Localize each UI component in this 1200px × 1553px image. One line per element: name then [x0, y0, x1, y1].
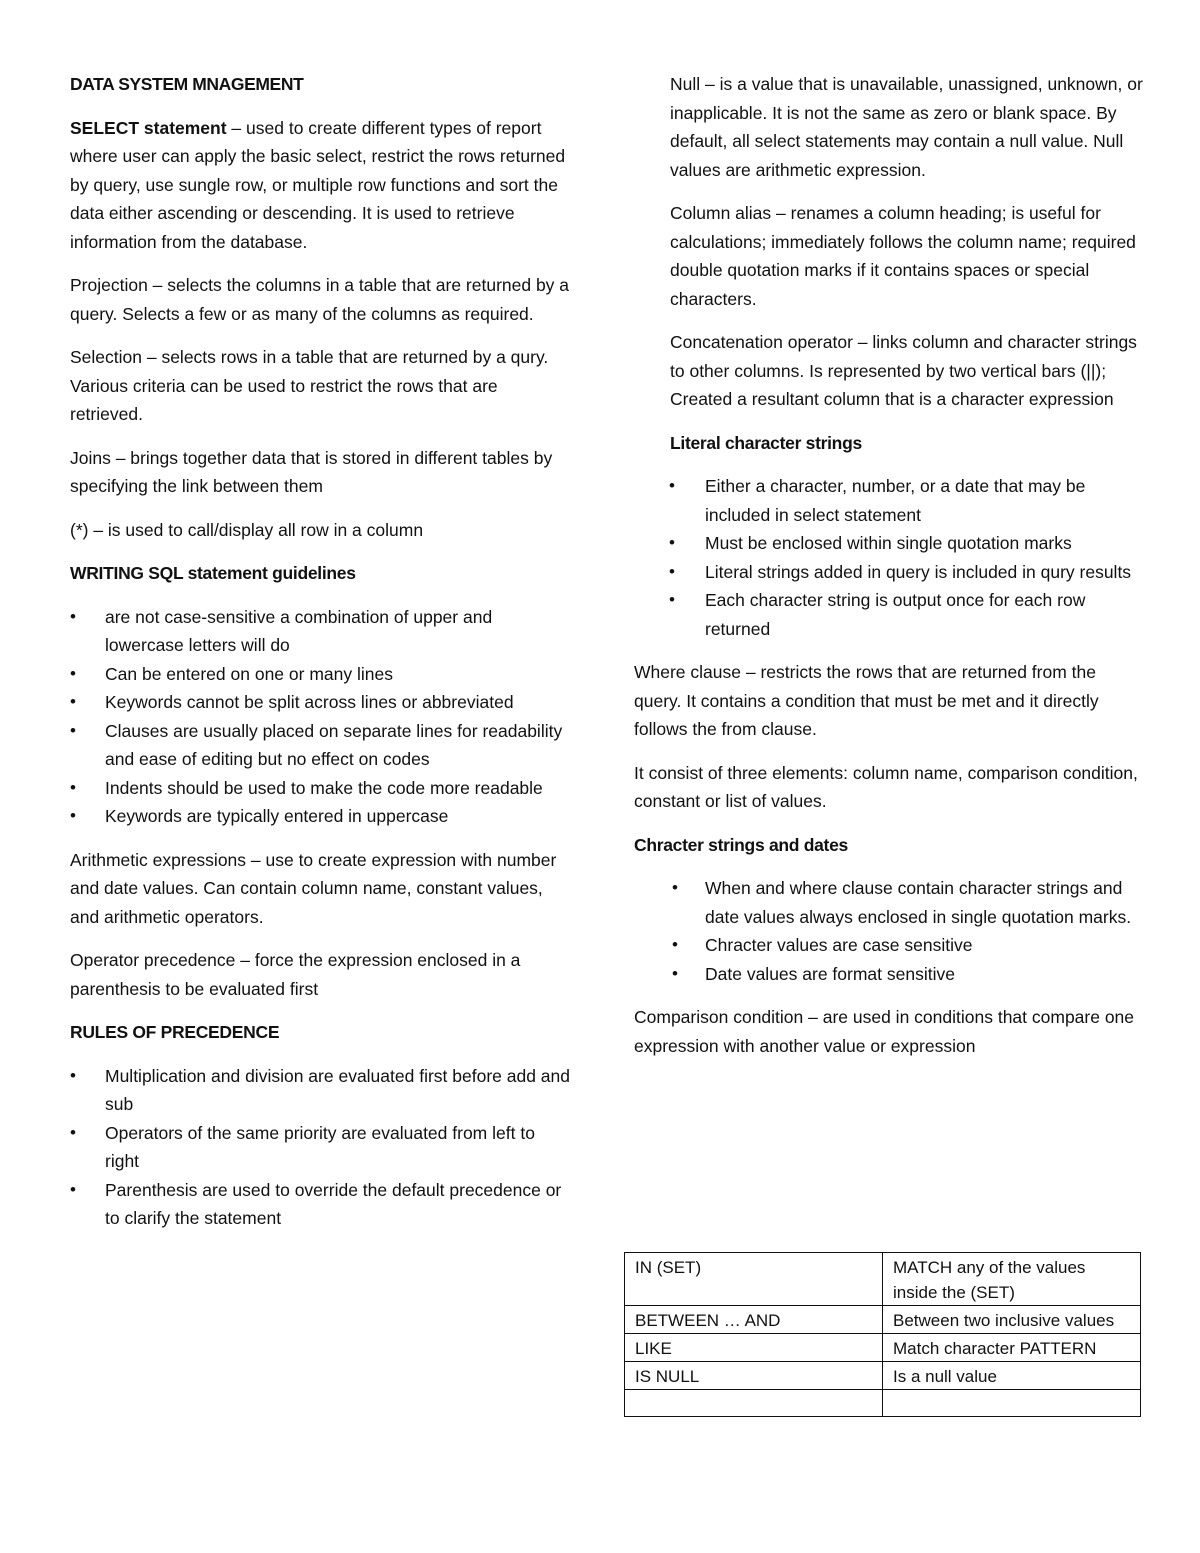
literal-strings-list [598, 472, 1146, 643]
list-item: • Multiplication and division are evaluated first before add and sub [34, 1062, 570, 1119]
three-elements-paragraph: It consist of three elements: column name, comparison condition, constant or list of values. [634, 762, 1138, 811]
arithmetic-paragraph: Arithmetic expressions – use to create expression with number and date values. Can contain column name, constant values, and arithmetic operators. [70, 849, 557, 927]
list-item: • Literal strings added in query is included in qury results [598, 558, 1146, 587]
select-statement-term: SELECT statement [70, 117, 227, 138]
projection-paragraph: Projection – selects the columns in a table that are returned by a query. Selects a few or as many of the columns as required. [70, 275, 570, 324]
list-item: • Either a character, number, or a date that may be included in select statement [598, 472, 1146, 529]
selection-paragraph: Selection – selects rows in a table that are returned by a qury. Various criteria can be used to restrict the rows that are retrieved. [70, 347, 549, 424]
list-item: • Clauses are usually placed on separate lines for readability and ease of editing but no effect on codes [34, 717, 570, 774]
table-cell: Match character PATTERN [883, 1334, 1141, 1362]
concatenation-paragraph: Concatenation operator – links column and character strings to other columns. Is represented by two vertical bars (||); Created a resultant column that is a character expression [670, 332, 1137, 409]
list-item: • Keywords are typically entered in uppercase [34, 802, 570, 831]
document-title: DATA SYSTEM MNAGEMENT [70, 74, 304, 94]
table-cell: LIKE [625, 1334, 883, 1362]
table-cell: MATCH any of the values inside the (SET) [883, 1253, 1141, 1306]
null-paragraph: Null – is a value that is unavailable, unassigned, unknown, or inapplicable. It is not the same as zero or blank space. By default, all select statements may contain a null value. Null values are arithmetic expression. [670, 74, 1143, 180]
table-row [625, 1306, 1141, 1334]
where-clause-paragraph: Where clause – restricts the rows that are returned from the query. It contains a condition that must be met and it directly follows the from clause. [634, 662, 1099, 739]
table-row [625, 1362, 1141, 1390]
list-item: • Date values are format sensitive [634, 960, 1146, 989]
table-cell: IN (SET) [625, 1253, 883, 1306]
table-row [625, 1253, 1141, 1306]
table-cell: Between two inclusive values [883, 1306, 1141, 1334]
right-column [634, 70, 1146, 1075]
table-row [625, 1390, 1141, 1417]
list-item: • Operators of the same priority are evaluated from left to right [34, 1119, 570, 1176]
character-strings-list [634, 874, 1146, 988]
list-item: • Each character string is output once for each row returned [598, 586, 1146, 643]
list-item: • Parenthesis are used to override the default precedence or to clarify the statement [34, 1176, 570, 1233]
guidelines-list [34, 603, 570, 831]
column-alias-paragraph: Column alias – renames a column heading; is useful for calculations; immediately follows the column name; required double quotation marks if it contains spaces or special characters. [670, 203, 1136, 309]
list-item: • Keywords cannot be split across lines or abbreviated [34, 688, 570, 717]
comparison-table [624, 1252, 1141, 1417]
select-statement-paragraph [70, 114, 570, 257]
select-statement-text: – used to create different types of report where user can apply the basic select, restrict the rows returned by query, use sungle row, or multiple row functions and sort the data either ascending or descending. It is used to retrieve information from the database. [70, 117, 566, 252]
table-cell: Is a null value [883, 1362, 1141, 1390]
table-cell: BETWEEN … AND [625, 1306, 883, 1334]
asterisk-paragraph: (*) – is used to call/display all row in a column [70, 519, 424, 540]
list-item: • are not case-sensitive a combination of upper and lowercase letters will do [34, 603, 570, 660]
table-cell [883, 1390, 1141, 1417]
list-item: • Can be entered on one or many lines [34, 660, 570, 689]
joins-paragraph: Joins – brings together data that is stored in different tables by specifying the link between them [70, 447, 553, 496]
left-column [70, 70, 570, 1248]
operator-precedence-paragraph: Operator precedence – force the expression enclosed in a parenthesis to be evaluated first [70, 950, 521, 999]
rules-list [34, 1062, 570, 1233]
list-item: • Indents should be used to make the code more readable [34, 774, 570, 803]
character-strings-heading: Chracter strings and dates [634, 834, 848, 855]
table-row [625, 1334, 1141, 1362]
guidelines-heading: WRITING SQL statement guidelines [70, 563, 356, 583]
table-cell: IS NULL [625, 1362, 883, 1390]
literal-strings-heading: Literal character strings [670, 432, 862, 453]
rules-heading: RULES OF PRECEDENCE [70, 1022, 280, 1042]
comparison-condition-paragraph: Comparison condition – are used in conditions that compare one expression with another value or expression [634, 1007, 1135, 1056]
list-item: • Must be enclosed within single quotation marks [598, 529, 1146, 558]
list-item: • Chracter values are case sensitive [634, 931, 1146, 960]
list-item: • When and where clause contain character strings and date values always enclosed in single quotation marks. [634, 874, 1146, 931]
table-cell [625, 1390, 883, 1417]
